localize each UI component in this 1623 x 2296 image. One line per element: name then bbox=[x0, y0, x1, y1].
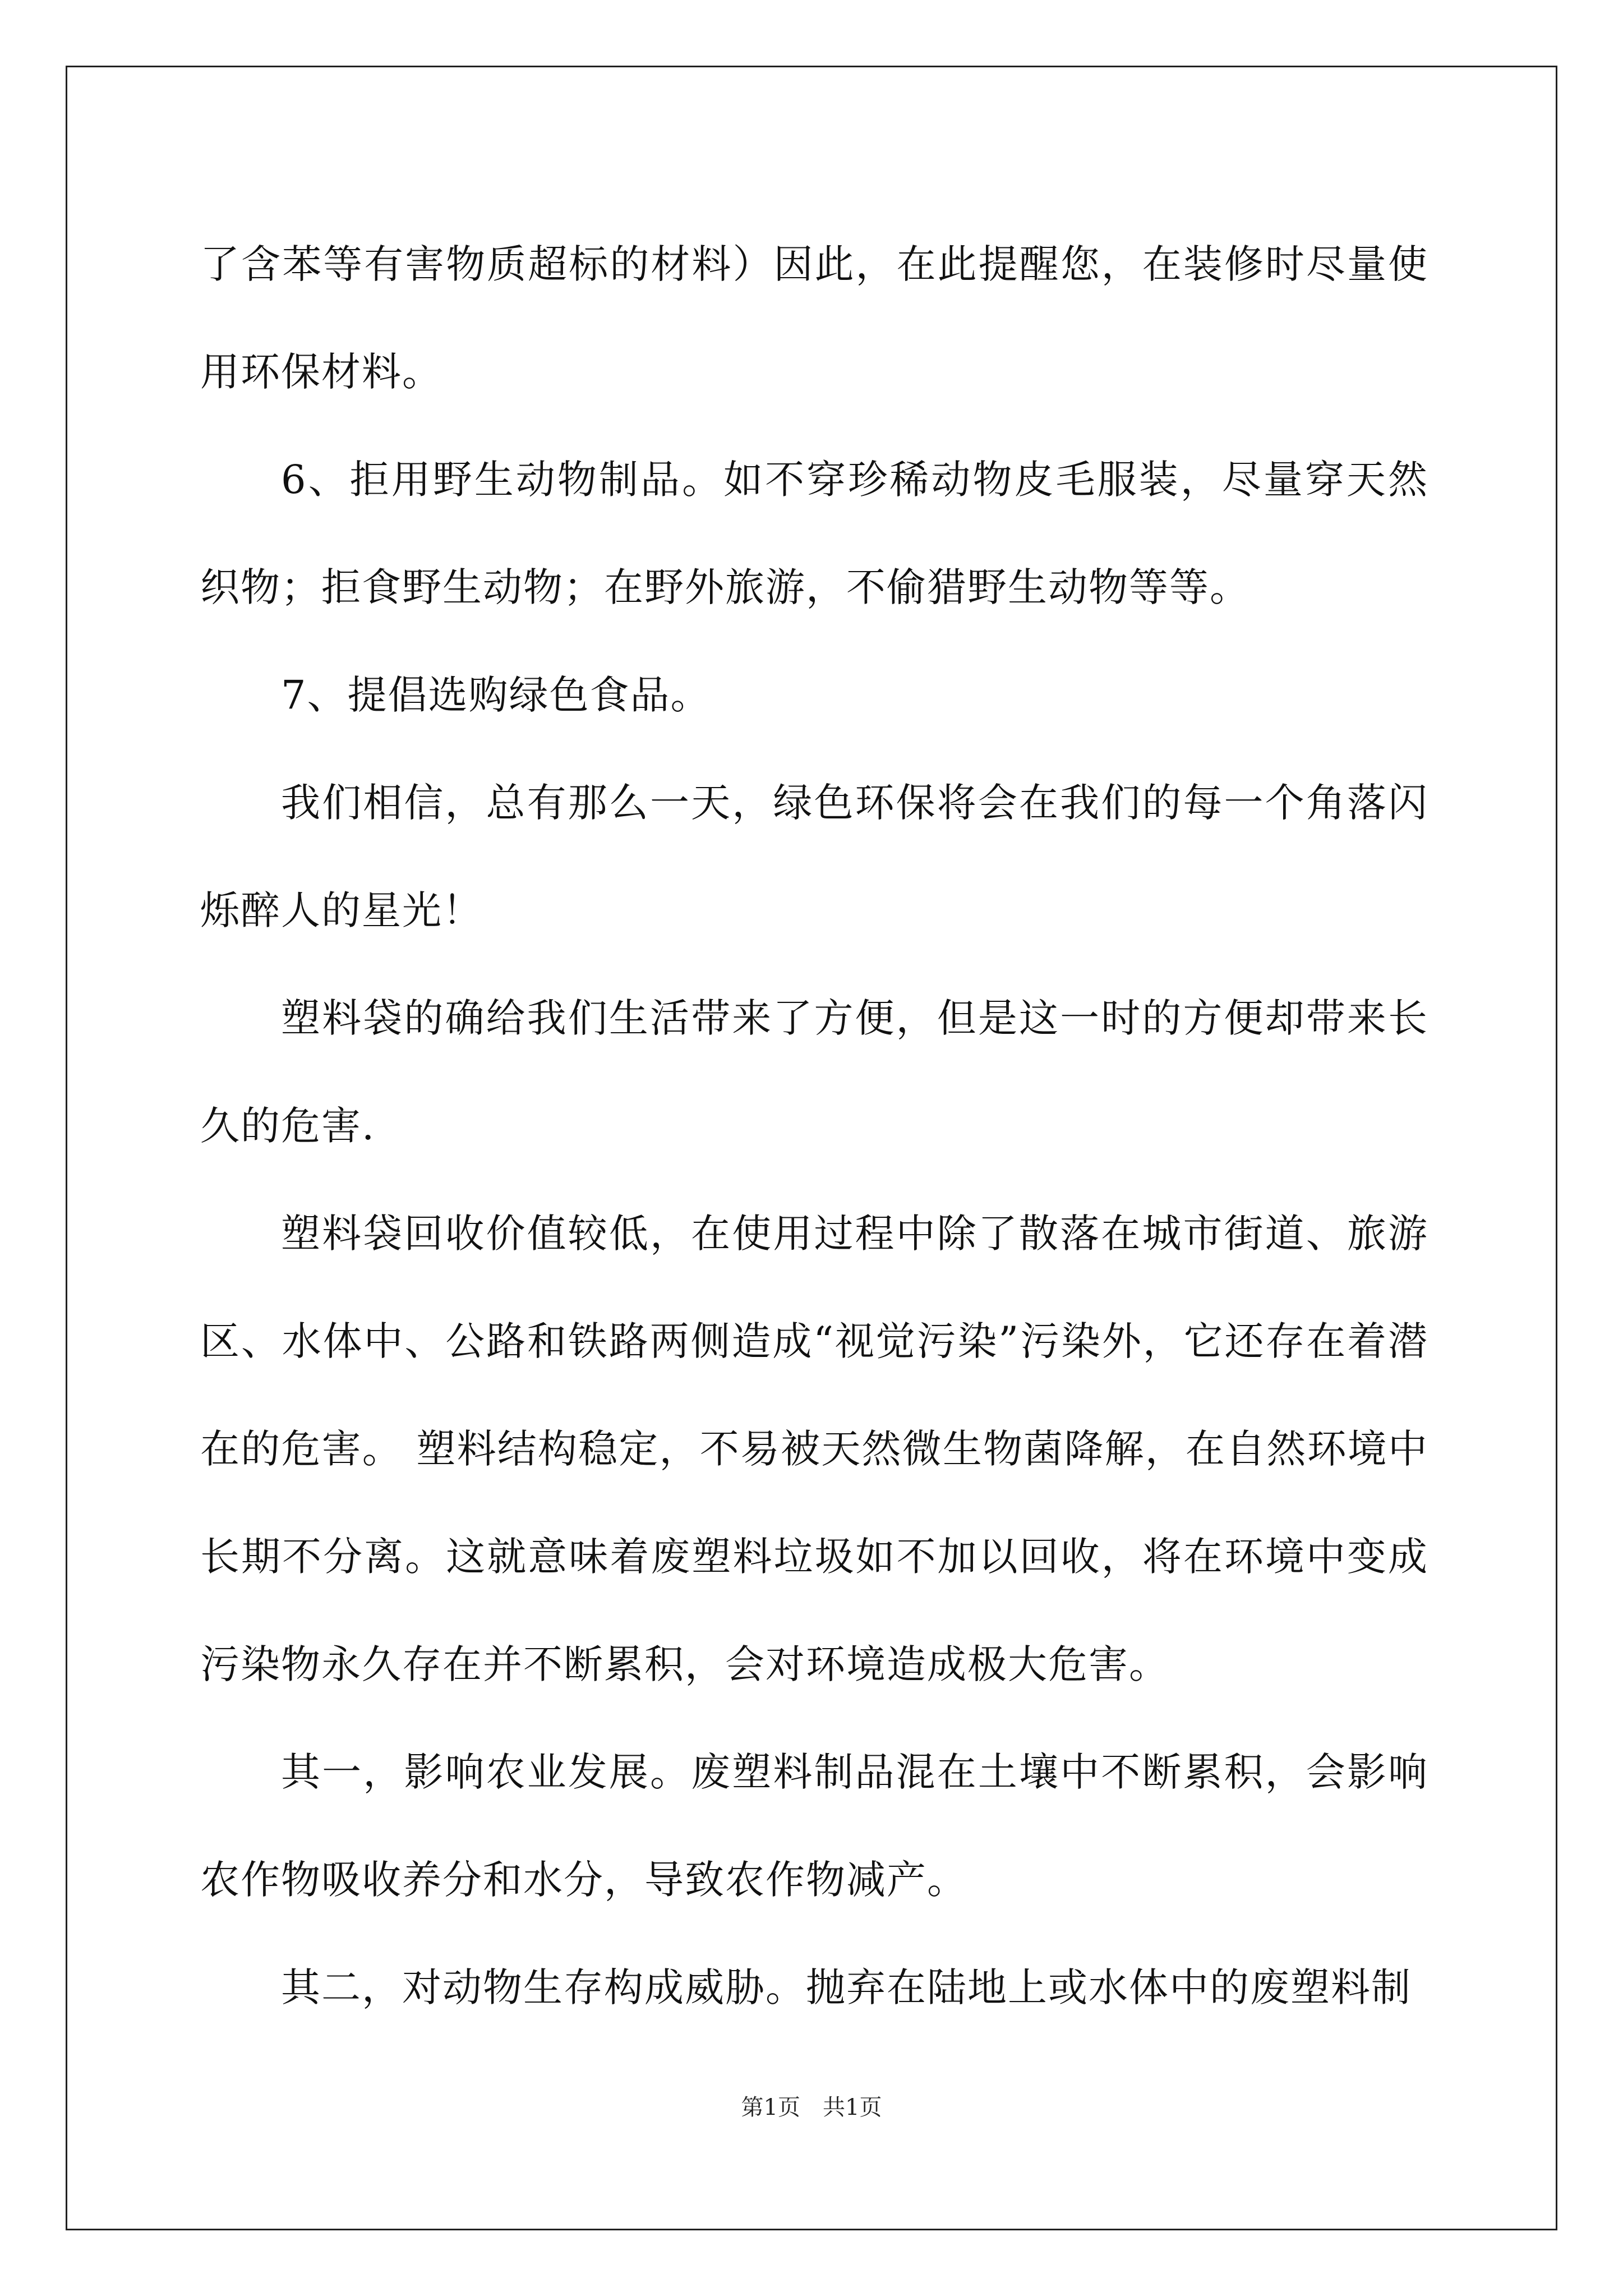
paragraph-agriculture: 其一，影响农业发展。废塑料制品混在土壤中不断累积，会影响农作物吸收养分和水分，导致农作物减产。 bbox=[200, 1749, 1428, 1903]
paragraph-closing: 我们相信，总有那么一天，绿色环保将会在我们的每一个角落闪烁醉人的星光！ bbox=[200, 780, 1428, 933]
document-body bbox=[200, 210, 1428, 2041]
paragraph-animals: 其二，对动物生存构成威胁。抛弃在陆地上或水体中的废塑料制 bbox=[281, 1964, 1412, 2010]
paragraph-plastic-bag-harm: 塑料袋回收价值较低，在使用过程中除了散落在城市街道、旅游区、水体中、公路和铁路两侧造成“视觉污染”污染外，它还存在着潜在的危害。 塑料结构稳定，不易被天然微生物菌降解，在自然环境中长期不分离。这就意味着废塑料垃圾如不加以回收，将在环境中变成污染物永久存在并不断累积，会对环境造成极大危害。 bbox=[200, 1211, 1428, 1687]
page-number: 第1页 共1页 bbox=[741, 2095, 882, 2120]
paragraph-item-6: 6、拒用野生动物制品。如不穿珍稀动物皮毛服装，尽量穿天然织物；拒食野生动物；在野外旅游，不偷猎野生动物等等。 bbox=[200, 457, 1428, 610]
paragraph-plastic-bag-intro: 塑料袋的确给我们生活带来了方便，但是这一时的方便却带来长久的危害. bbox=[200, 995, 1428, 1149]
paragraph-item-7: 7、提倡选购绿色食品。 bbox=[281, 672, 711, 718]
paragraph-continuation: 了含苯等有害物质超标的材料）因此，在此提醒您，在装修时尽量使用环保材料。 bbox=[200, 241, 1428, 395]
